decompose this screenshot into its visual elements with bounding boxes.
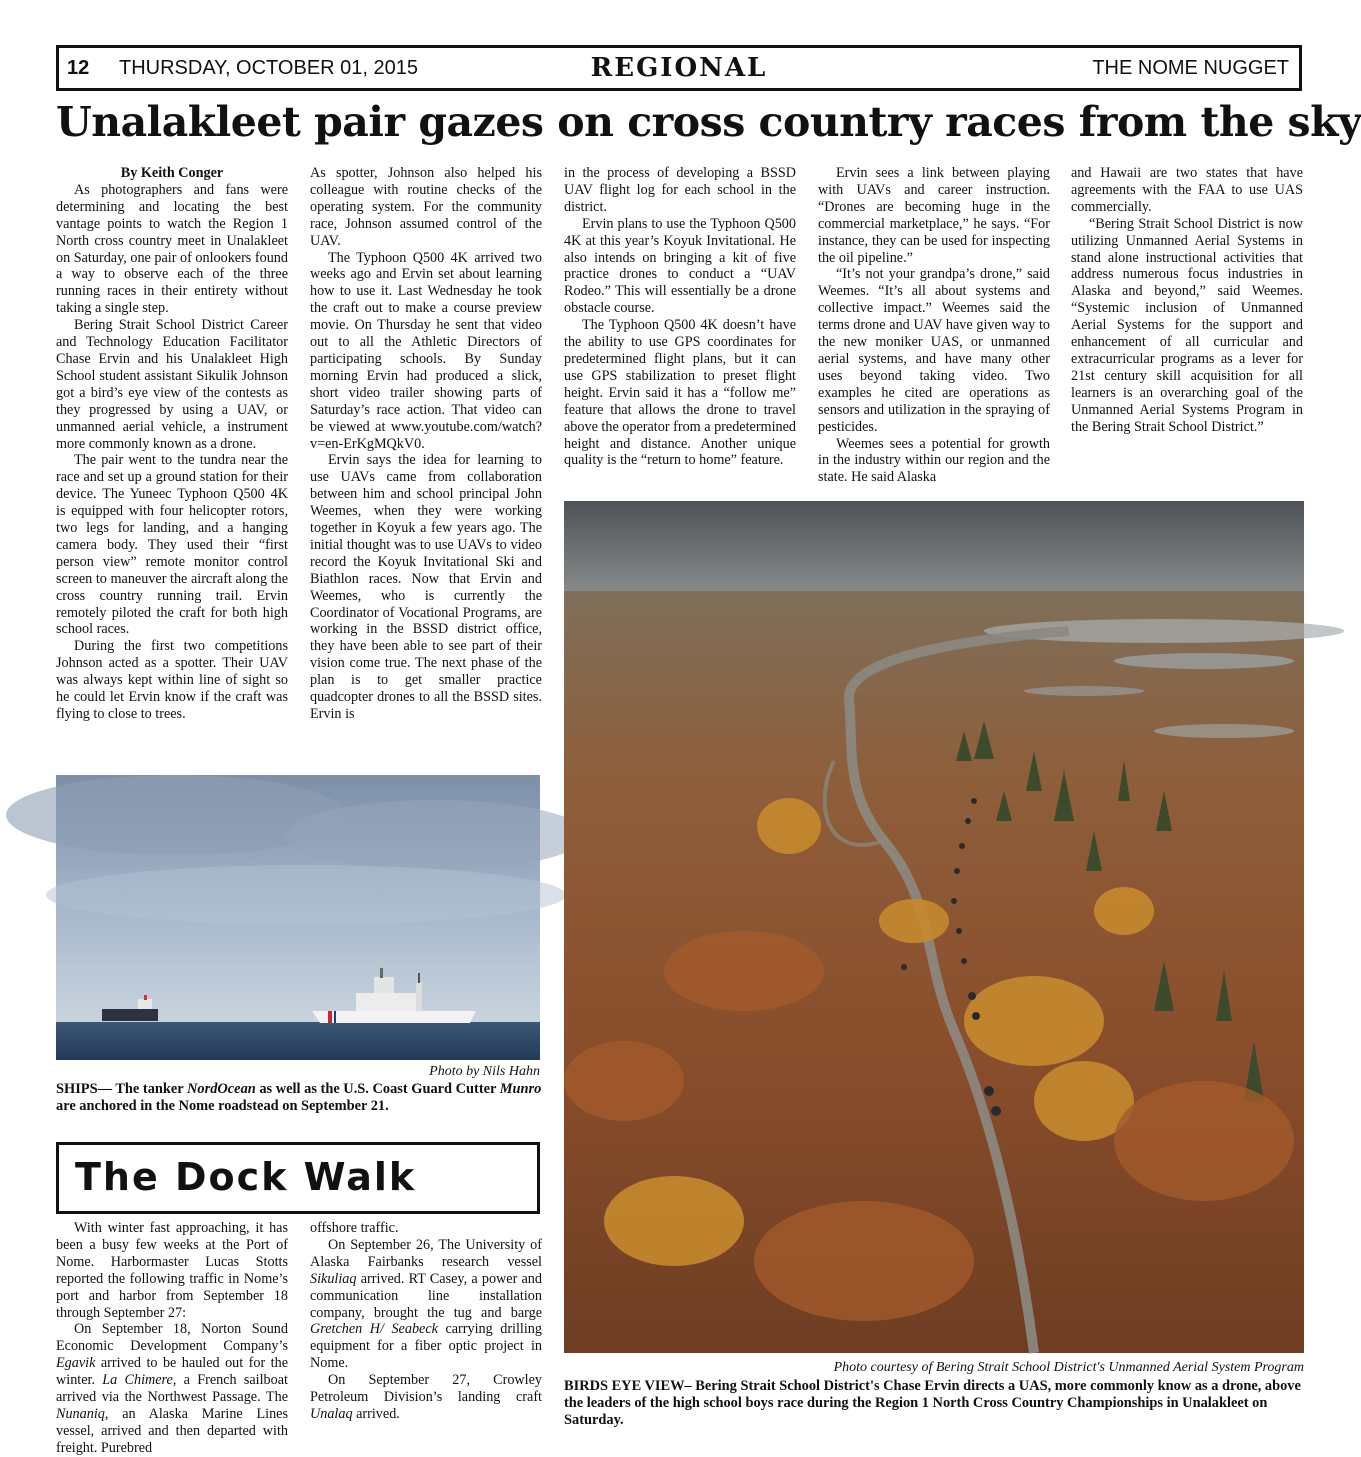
race-aerial-photo bbox=[564, 501, 1304, 1353]
article-paragraph: “It’s not your grandpa’s drone,” said Weemes. “It’s all about systems and collective impact.” Weemes said the terms drone and UAV have given way to the new moniker UAS, or unmanned aerial systems, and have many other uses beyond taking video. Two examples he cited are operations as sensors and utilization in the spraying of pesticides. bbox=[818, 266, 1050, 435]
race-photo-caption: BIRDS EYE VIEW– Bering Strait School District's Chase Ervin directs a UAS, more commonly know as a drone, above the leaders of the high school boys race during the Region 1 North Cross Country Championships in Unalakleet on Saturday. bbox=[564, 1378, 1301, 1428]
article-paragraph: in the process of developing a BSSD UAV flight log for each school in the district. bbox=[564, 165, 796, 215]
headline: Unalakleet pair gazes on cross country races from the sky bbox=[56, 98, 1361, 146]
race-photo-credit: Photo courtesy of Bering Strait School District's Unmanned Aerial System Program bbox=[833, 1360, 1304, 1375]
article-paragraph: Ervin plans to use the Typhoon Q500 4K at this year’s Koyuk Invitational. He also intends on bringing a kit of five practice drones to conduct a “UAV Rodeo.” This will essentially be a drone obstacle course. bbox=[564, 215, 796, 317]
article-column-3 bbox=[564, 165, 796, 490]
dock-paragraph: On September 26, The University of Alaska Fairbanks research vessel Sikuliaq arrived. RT Casey, a power and communication line installation company, brought the tug and barge Gretchen H/ Seabeck carrying drilling equipment for a fiber optic project in Nome. bbox=[310, 1236, 542, 1372]
page-number: 12 bbox=[67, 57, 90, 79]
issue-date: THURSDAY, OCTOBER 01, 2015 bbox=[119, 57, 419, 79]
ships-photo-caption: SHIPS— The tanker NordOcean as well as the U.S. Coast Guard Cutter Munro are anchored in the Nome roadstead on September 21. bbox=[56, 1081, 542, 1114]
article-column-2 bbox=[310, 165, 542, 765]
article-paragraph: “Bering Strait School District is now utilizing Unmanned Aerial Systems in stand alone instructional activities that address numerous focus industries in Alaska and beyond,” said Weemes. “Systemic inclusion of Unmanned Aerial Systems for the support and enhancement of all curricular and extracurricular programs as a lever for 21st century skill acquisition for all learners is an overarching goal of the Unmanned Aerial Systems Program in the Bering Strait School District.” bbox=[1071, 215, 1303, 435]
article-column-5 bbox=[1071, 165, 1303, 490]
article-paragraph: and Hawaii are two states that have agreements with the FAA to use UAS commercially. bbox=[1071, 165, 1303, 215]
dock-paragraph: On September 18, Norton Sound Economic Development Company’s Egavik arrived to be hauled out for the winter. La Chimere, a French sailboat arrived via the Northwest Passage. The Nunaniq, an Alaska Marine Lines vessel, arrived and then departed with freight. Purebred bbox=[56, 1321, 288, 1456]
article-column-1 bbox=[56, 165, 288, 765]
article-paragraph: During the first two competitions Johnson acted as a spotter. Their UAV was always kept within line of sight so he could let Ervin know if the craft was flying to close to trees. bbox=[56, 638, 288, 722]
paper-name: THE NOME NUGGET bbox=[1092, 57, 1289, 79]
section-name: REGIONAL bbox=[590, 53, 768, 83]
article-paragraph: Ervin says the idea for learning to use UAVs came from collaboration between him and school principal John Weemes, when they were working together in Koyuk a few years ago. The initial thought was to use UAVs to video record the Koyuk Invitational Ski and Biathlon races. Now that Ervin and Weemes, who is currently the Coordinator of Vocational Programs, are working in the BSSD district office, they have been able to see part of their vision come true. The next phase of the plan is to get smaller practice quadcopter drones to all the BSSD sites. Ervin is bbox=[310, 452, 542, 722]
article-paragraph: Bering Strait School District Career and Technology Education Facilitator Chase Ervin and his Unalakleet High School student assistant Sikulik Johnson got a bird’s eye view of the contests as they progressed by using a UAV, or unmanned aerial vehicle, a instrument more commonly known as a drone. bbox=[56, 317, 288, 452]
article-paragraph: The Typhoon Q500 4K doesn’t have the ability to use GPS coordinates for predetermined flight plans, but it can use GPS stabilization to preset flight height. Ervin said it has a “follow me” feature that allows the drone to travel above the operator from a predetermined height and distance. Another unique quality is the “return to home” feature. bbox=[564, 317, 797, 469]
dock-paragraph: With winter fast approaching, it has been a busy few weeks at the Port of Nome. Harbormaster Lucas Stotts reported the following traffic in Nome’s port and harbor from September 18 through September 27: bbox=[56, 1220, 288, 1321]
article-paragraph: The pair went to the tundra near the race and set up a ground station for their device. The Yuneec Typhoon Q500 4K is equipped with four helicopter rotors, two legs for landing, and a hanging camera body. They used their “first person view” remote monitor control screen to maneuver the aircraft along the cross country running trail. Ervin remotely piloted the craft for both high school races. bbox=[56, 452, 288, 638]
race-aerial-image bbox=[564, 501, 1304, 1353]
ships-photo bbox=[56, 775, 540, 1060]
article-column-4 bbox=[818, 165, 1050, 490]
dock-walk-title: The Dock Walk bbox=[75, 1155, 417, 1199]
masthead bbox=[56, 45, 1302, 91]
byline: By Keith Conger bbox=[120, 165, 224, 181]
ships-photo-credit: Photo by Nils Hahn bbox=[429, 1064, 540, 1079]
article-paragraph: As photographers and fans were determining and locating the best vantage points to watch the Region 1 North cross country meet in Unalakleet on Saturday, one pair of onlookers found a way to observe each of the three running races in their entirety without taking a single step. bbox=[56, 181, 288, 317]
dock-paragraph: On September 27, Crowley Petroleum Division’s landing craft Unalaq arrived. bbox=[310, 1372, 542, 1422]
article-paragraph: Ervin sees a link between playing with UAVs and career instruction. “Drones are becoming huge in the commercial marketplace,” he says. “For instance, they can be used for inspecting the oil pipeline.” bbox=[818, 165, 1050, 266]
ships-photo-image bbox=[56, 775, 540, 1060]
article-paragraph: The Typhoon Q500 4K arrived two weeks ago and Ervin set about learning how to use it. Last Wednesday he took the craft out to make a course preview movie. On Thursday he sent that video out to all the Athletic Directors of participating schools. By Sunday morning Ervin had produced a slick, short video trailer showing parts of Saturday’s race action. That video can be viewed at www.youtube.com/watch?v=en-ErKgMQkV0. bbox=[310, 249, 542, 452]
dock-walk-column-2 bbox=[310, 1220, 542, 1446]
article-paragraph: Weemes sees a potential for growth in the industry within our region and the state. He said Alaska bbox=[818, 435, 1050, 486]
article-paragraph: As spotter, Johnson also helped his colleague with routine checks of the operating system. For the community race, Johnson assumed control of the UAV. bbox=[310, 165, 542, 249]
dock-walk-column-1 bbox=[56, 1220, 288, 1456]
dock-walk-header bbox=[56, 1142, 540, 1214]
dock-paragraph: offshore traffic. bbox=[310, 1220, 399, 1236]
